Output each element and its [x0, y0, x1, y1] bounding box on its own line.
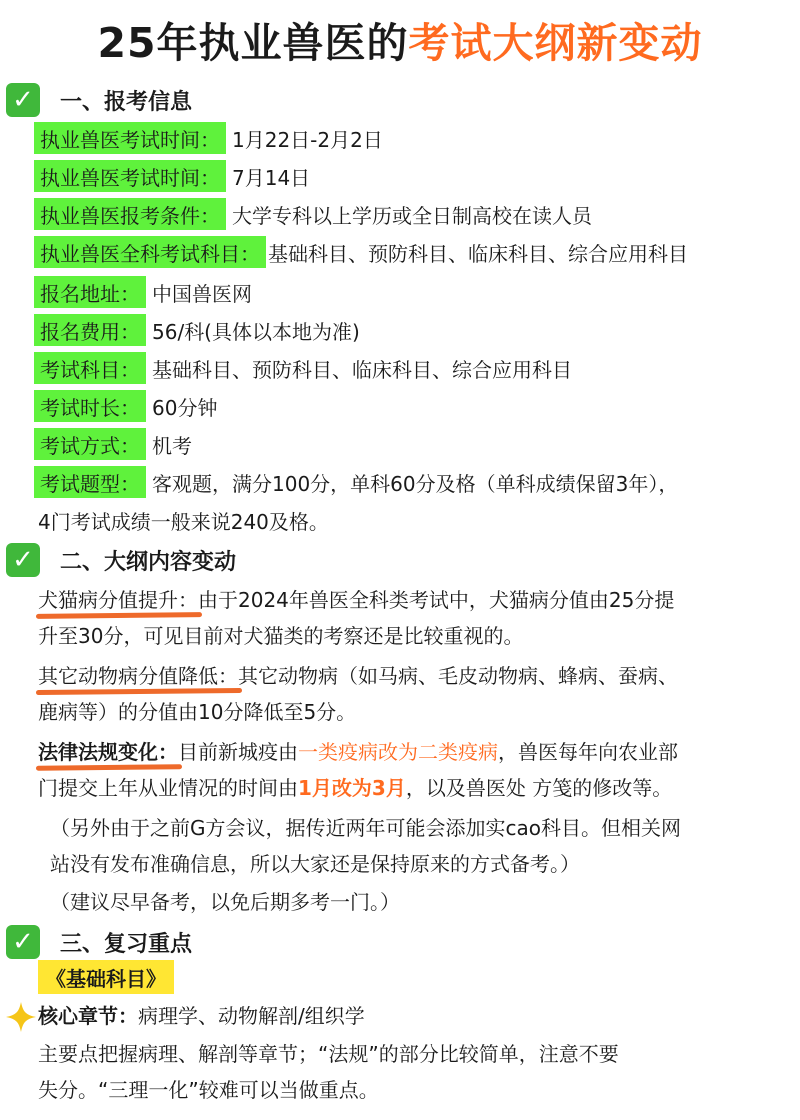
- info-value: 机考: [152, 433, 192, 458]
- change-text: 门提交上年从业情况的时间由: [38, 776, 298, 800]
- check-icon: ✓: [6, 925, 40, 959]
- info-row: [34, 390, 217, 422]
- section-2-title: 二、大纲内容变动: [60, 549, 237, 575]
- info-label: 报名地址：: [34, 276, 146, 308]
- info-row: [34, 466, 678, 498]
- info-row: [34, 428, 192, 460]
- info-label: 考试时长：: [34, 390, 146, 422]
- change-label-underlined: 其它动物病分值降低：: [38, 660, 238, 692]
- change-text: 鹿病等）的分值由10分降低至5分。: [38, 700, 357, 724]
- section-1-header: [6, 80, 192, 120]
- info-value: 基础科目、预防科目、临床科目、综合应用科目: [268, 241, 688, 266]
- info-value: 7月14日: [232, 165, 311, 190]
- change-paragraph-3-line2: [38, 772, 672, 804]
- info-label: 考试方式：: [34, 428, 146, 460]
- change-highlight: 一类疫病改为二类疫病: [298, 740, 498, 764]
- info-value: 60分钟: [152, 395, 218, 420]
- info-value: 56/科(具体以本地为准): [152, 319, 360, 344]
- core-label: 核心章节：: [38, 1004, 138, 1028]
- check-icon: ✓: [6, 543, 40, 577]
- review-desc: 失分。“三理一化”较难可以当做重点。: [38, 1078, 379, 1102]
- info-value: 1月22日-2月2日: [232, 127, 383, 152]
- info-value: 基础科目、预防科目、临床科目、综合应用科目: [152, 357, 572, 382]
- core-chapters: [38, 1000, 365, 1032]
- info-row: [34, 276, 252, 308]
- info-value: 中国兽医网: [152, 281, 252, 306]
- change-paragraph-2: [38, 660, 678, 692]
- info-label: 考试科目：: [34, 352, 146, 384]
- check-icon: ✓: [6, 83, 40, 117]
- section-3-title: 三、复习重点: [60, 931, 193, 957]
- info-row: [34, 352, 572, 384]
- note-text: （另外由于之前G方会议，据传近两年可能会添加实cao科目。但相关网: [50, 816, 681, 840]
- note-text: 站没有发布准确信息，所以大家还是保持原来的方式备考。）: [50, 852, 580, 876]
- change-text: 其它动物病（如马病、毛皮动物病、蜂病、蚕病、: [238, 664, 678, 688]
- info-label: 考试题型：: [34, 466, 146, 498]
- change-paragraph-3: [38, 736, 678, 768]
- change-text: ，以及兽医处 方笺的修改等。: [405, 776, 673, 800]
- info-label: 执业兽医考试时间：: [34, 160, 226, 192]
- info-row: [34, 122, 383, 154]
- info-row: [34, 198, 592, 230]
- change-text: 升至30分，可见目前对犬猫类的考察还是比较重视的。: [38, 624, 524, 648]
- review-desc: 主要点把握病理、解剖等章节；“法规”的部分比较简单，注意不要: [38, 1042, 619, 1066]
- core-value: 病理学、动物解剖/组织学: [138, 1004, 365, 1028]
- section-1-title: 一、报考信息: [60, 89, 193, 115]
- section-3-header: [6, 922, 192, 962]
- change-paragraph-1: [38, 584, 674, 616]
- info-label: 报名费用：: [34, 314, 146, 346]
- info-value: 大学专科以上学历或全日制高校在读人员: [232, 203, 592, 228]
- subject-badge: 《基础科目》: [38, 960, 174, 994]
- title-highlight: 考试大纲新变动: [408, 19, 703, 67]
- change-text: ，兽医每年向农业部: [498, 740, 678, 764]
- info-label: 执业兽医全科考试科目：: [34, 236, 266, 268]
- change-text: 由于2024年兽医全科类考试中，犬猫病分值由25分提: [198, 588, 675, 612]
- page-title: [0, 10, 800, 69]
- change-text: 目前新城疫由: [178, 740, 298, 764]
- change-label-underlined: 法律法规变化：: [38, 736, 178, 768]
- change-label-underlined: 犬猫病分值提升：: [38, 584, 198, 616]
- info-label: 执业兽医考试时间：: [34, 122, 226, 154]
- info-row: [34, 236, 688, 268]
- title-main: 25年执业兽医的: [97, 19, 409, 67]
- info-continuation: 4门考试成绩一般来说240及格。: [38, 510, 329, 534]
- note-text: （建议尽早备考，以免后期多考一门。）: [50, 890, 400, 914]
- info-row: [34, 314, 360, 346]
- section-2-header: [6, 540, 236, 580]
- sparkle-icon: [4, 1000, 38, 1034]
- change-highlight: 1月改为3月: [298, 776, 406, 800]
- info-label: 执业兽医报考条件：: [34, 198, 226, 230]
- info-row: [34, 160, 310, 192]
- info-value: 客观题，满分100分，单科60分及格（单科成绩保留3年），: [152, 471, 679, 496]
